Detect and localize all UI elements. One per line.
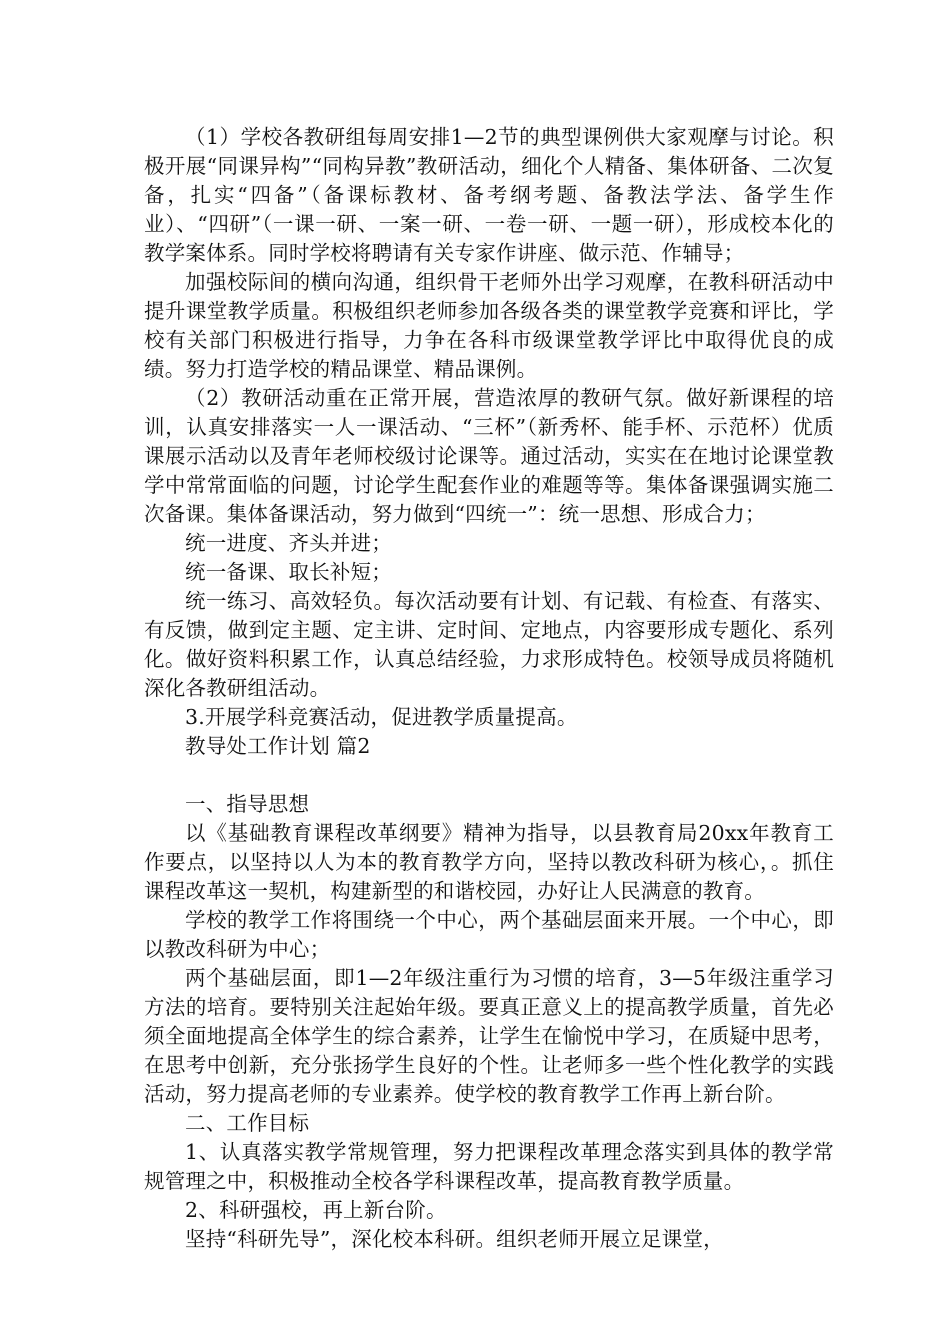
heading-guiding-ideology: 一、指导思想 xyxy=(185,792,310,816)
heading-work-goals: 二、工作目标 xyxy=(185,1111,310,1135)
paragraph-4: 统一进度、齐头并进； xyxy=(185,531,392,555)
paragraph-8: 以《基础教育课程改革纲要》精神为指导，以县教育局20xx年教育工作要点，以坚持以人为本的教育教学方向，坚持以教改科研为核心，。抓住课程改革这一契机，构建新型的和谐校园，办好让人民满意的教育。 xyxy=(144,821,834,903)
paragraph-5: 统一备课、取长补短； xyxy=(185,560,392,584)
document-body xyxy=(144,123,834,1254)
paragraph-2: 加强校际间的横向沟通，组织骨干老师外出学习观摩，在教科研活动中提升课堂教学质量。积极组织老师参加各级各类的课堂教学竞赛和评比，学校有关部门积极进行指导，力争在各科市级课堂教学评比中取得优良的成绩。努力打造学校的精品课堂、精品课例。 xyxy=(144,270,834,381)
paragraph-3: （2）教研活动重在正常开展，营造浓厚的教研气氛。做好新课程的培训，认真安排落实一人一课活动、“三杯”（新秀杯、能手杯、示范杯）优质课展示活动以及青年老师校级讨论课等。通过活动，实实在在地讨论课堂教学中常常面临的问题，讨论学生配套作业的难题等等。集体备课强调实施二次备课。集体备课活动，努力做到“四统一”：统一思想、形成合力； xyxy=(144,386,834,526)
paragraph-1: （1）学校各教研组每周安排1—2节的典型课例供大家观摩与讨论。积极开展“同课异构”“同构异教”教研活动，细化个人精备、集体研备、二次复备，扎实“四备”（备课标教材、备考纲考题、备教法学法、备学生作业）、“四研”（一课一研、一案一研、一卷一研、一题一研），形成校本化的教学案体系。同时学校将聘请有关专家作讲座、做示范、作辅导； xyxy=(144,125,834,265)
paragraph-6: 统一练习、高效轻负。每次活动要有计划、有记载、有检查、有落实、有反馈，做到定主题、定主讲、定时间、定地点，内容要形成专题化、系列化。做好资料积累工作，认真总结经验，力求形成特色。校领导成员将随机深化各教研组活动。 xyxy=(144,589,834,700)
paragraph-13: 坚持“科研先导”，深化校本科研。组织老师开展立足课堂， xyxy=(185,1227,724,1251)
section-heading-2: 教导处工作计划 篇2 xyxy=(185,734,371,758)
paragraph-12: 2、科研强校，再上新台阶。 xyxy=(185,1198,447,1222)
paragraph-7: 3.开展学科竞赛活动，促进教学质量提高。 xyxy=(185,705,578,729)
paragraph-11: 1、认真落实教学常规管理，努力把课程改革理念落实到具体的教学常规管理之中，积极推动全校各学科课程改革，提高教育教学质量。 xyxy=(144,1140,834,1193)
paragraph-9: 学校的教学工作将围绕一个中心，两个基础层面来开展。一个中心，即以教改科研为中心； xyxy=(144,908,834,961)
paragraph-10: 两个基础层面，即1—2年级注重行为习惯的培育，3—5年级注重学习方法的培育。要特别关注起始年级。要真正意义上的提高教学质量，首先必须全面地提高全体学生的综合素养，让学生在愉悦中学习，在质疑中思考，在思考中创新，充分张扬学生良好的个性。让老师多一些个性化教学的实践活动，努力提高老师的专业素养。使学校的教育教学工作再上新台阶。 xyxy=(144,966,834,1106)
blank-line xyxy=(144,761,834,790)
